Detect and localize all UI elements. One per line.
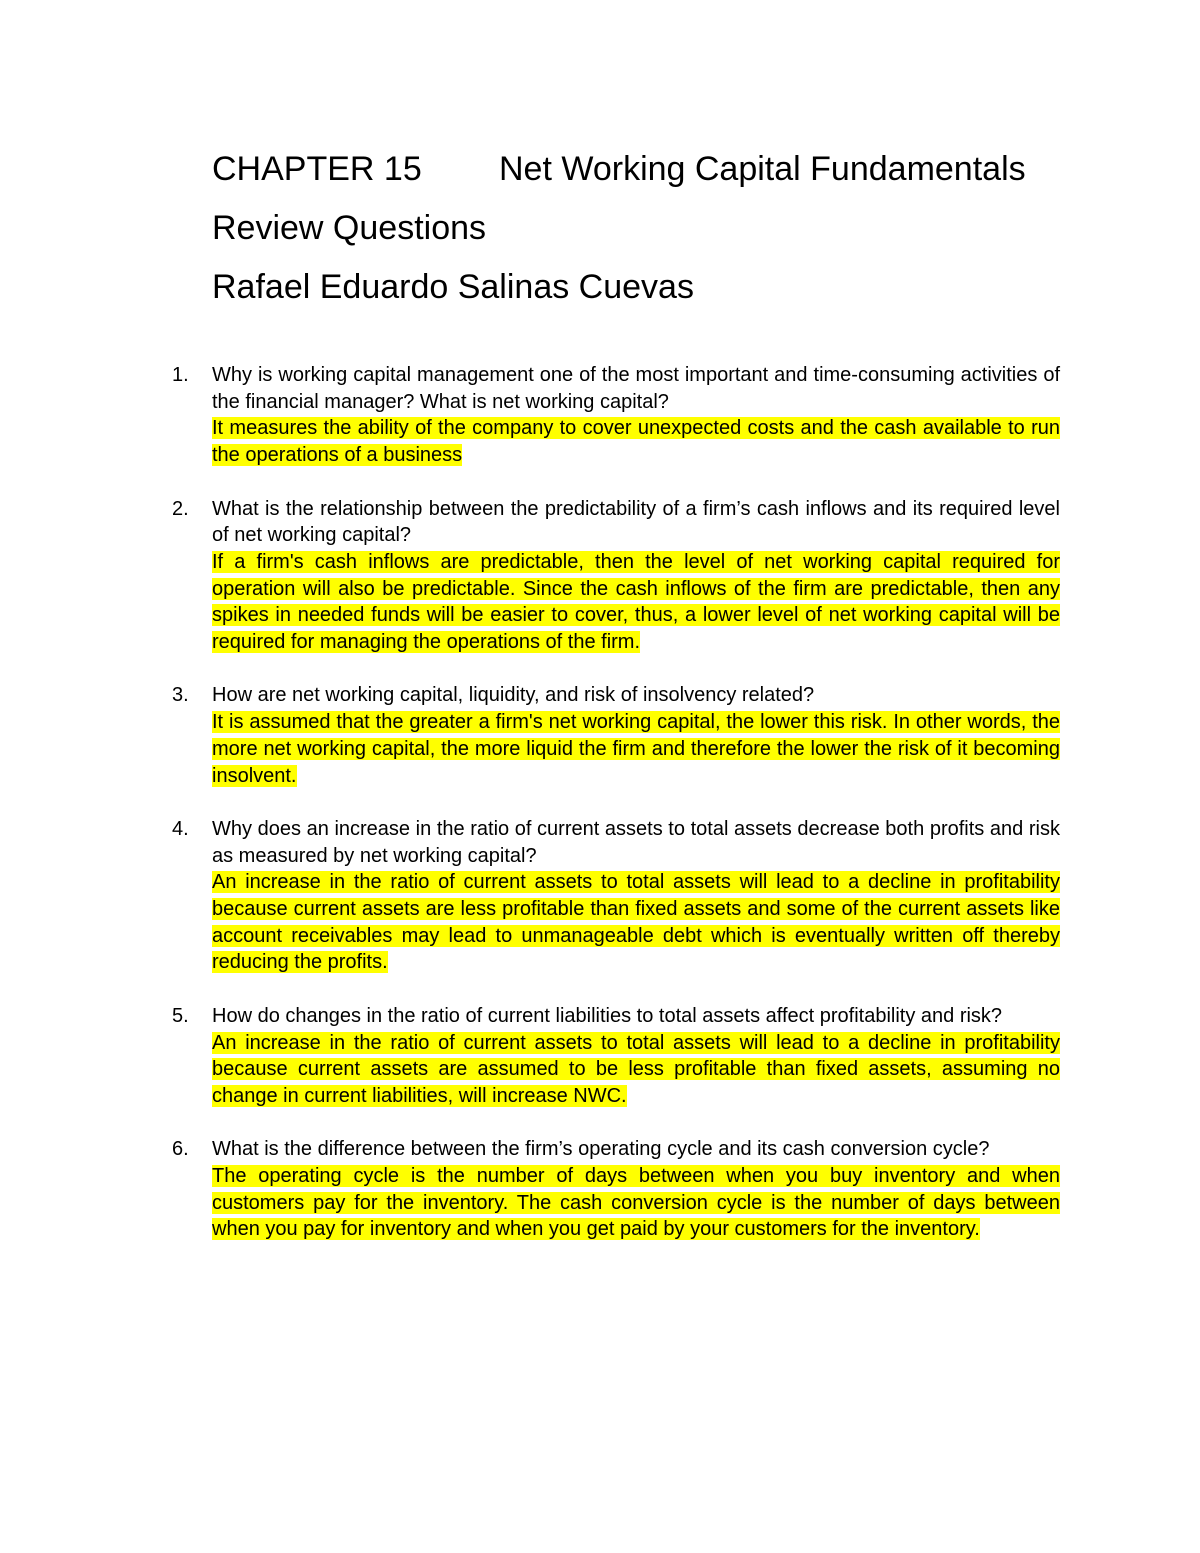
- highlighted-answer: It is assumed that the greater a firm's net working capital, the lower this risk. In other words, the more net working capital, the more liquid the firm and therefore the lower the risk of it becoming insolvent.: [212, 711, 1060, 787]
- highlighted-answer: An increase in the ratio of current assets to total assets will lead to a decline in profitability because current assets are assumed to be less profitable than fixed assets, assuming no change in current liabilities, will increase NWC.: [212, 1031, 1060, 1107]
- chapter-title: Net Working Capital Fundamentals: [499, 150, 1026, 188]
- answer-text: [212, 549, 1060, 656]
- question-text: Why is working capital management one of the most important and time-consuming activities of the financial manager? What is net working capital?: [212, 364, 1060, 413]
- question-text: What is the difference between the firm’s operating cycle and its cash conversion cycle?: [212, 1138, 990, 1161]
- subtitle: Review Questions: [212, 209, 487, 247]
- question-number: 1.: [172, 364, 189, 386]
- answer-text: [212, 415, 1060, 468]
- document-header: [212, 140, 1072, 317]
- answer-text: [212, 869, 1060, 976]
- question-list: [172, 362, 1060, 1270]
- answer-text: [212, 1030, 1060, 1110]
- question-text: How are net working capital, liquidity, and risk of insolvency related?: [212, 684, 815, 707]
- question-item: [172, 496, 1060, 656]
- question-item: [172, 362, 1060, 469]
- question-number: 4.: [172, 817, 189, 840]
- question-number: 6.: [172, 1138, 189, 1161]
- question-number: 2.: [172, 497, 189, 520]
- question-item: [172, 1136, 1060, 1243]
- highlighted-answer: The operating cycle is the number of days between when you buy inventory and when customers pay for the inventory. The cash conversion cycle is the number of days between when you pay for inventory and when you get paid by your customers for the inventory.: [212, 1165, 1060, 1241]
- question-text: How do changes in the ratio of current liabilities to total assets affect profitability and risk?: [212, 1004, 1003, 1027]
- highlighted-answer: It measures the ability of the company to cover unexpected costs and the cash available to run the operations of a business: [212, 417, 1060, 467]
- question-number: 3.: [172, 684, 189, 707]
- chapter-heading: [212, 140, 1072, 199]
- question-item: [172, 816, 1060, 976]
- author-name: Rafael Eduardo Salinas Cuevas: [212, 268, 694, 306]
- answer-text: [212, 1163, 1060, 1243]
- question-item: [172, 1003, 1060, 1110]
- highlighted-answer: An increase in the ratio of current assets to total assets will lead to a decline in profitability because current assets are less profitable than fixed assets and some of the current assets like account receivables may lead to unmanageable debt which is eventually written off thereby reducing the profits.: [212, 871, 1060, 974]
- highlighted-answer: If a firm's cash inflows are predictable, then the level of net working capital required for operation will also be predictable. Since the cash inflows of the firm are predictable, then any spikes in needed funds will be easier to cover, thus, a lower level of net working capital will be required for managing the operations of the firm.: [212, 550, 1060, 654]
- chapter-label: CHAPTER 15: [212, 150, 422, 188]
- question-text: What is the relationship between the predictability of a firm’s cash inflows and its required level of net working capital?: [212, 497, 1060, 547]
- question-text: Why does an increase in the ratio of current assets to total assets decrease both profits and risk as measured by net working capital?: [212, 817, 1060, 867]
- question-item: [172, 682, 1060, 789]
- question-number: 5.: [172, 1004, 189, 1027]
- answer-text: [212, 709, 1060, 789]
